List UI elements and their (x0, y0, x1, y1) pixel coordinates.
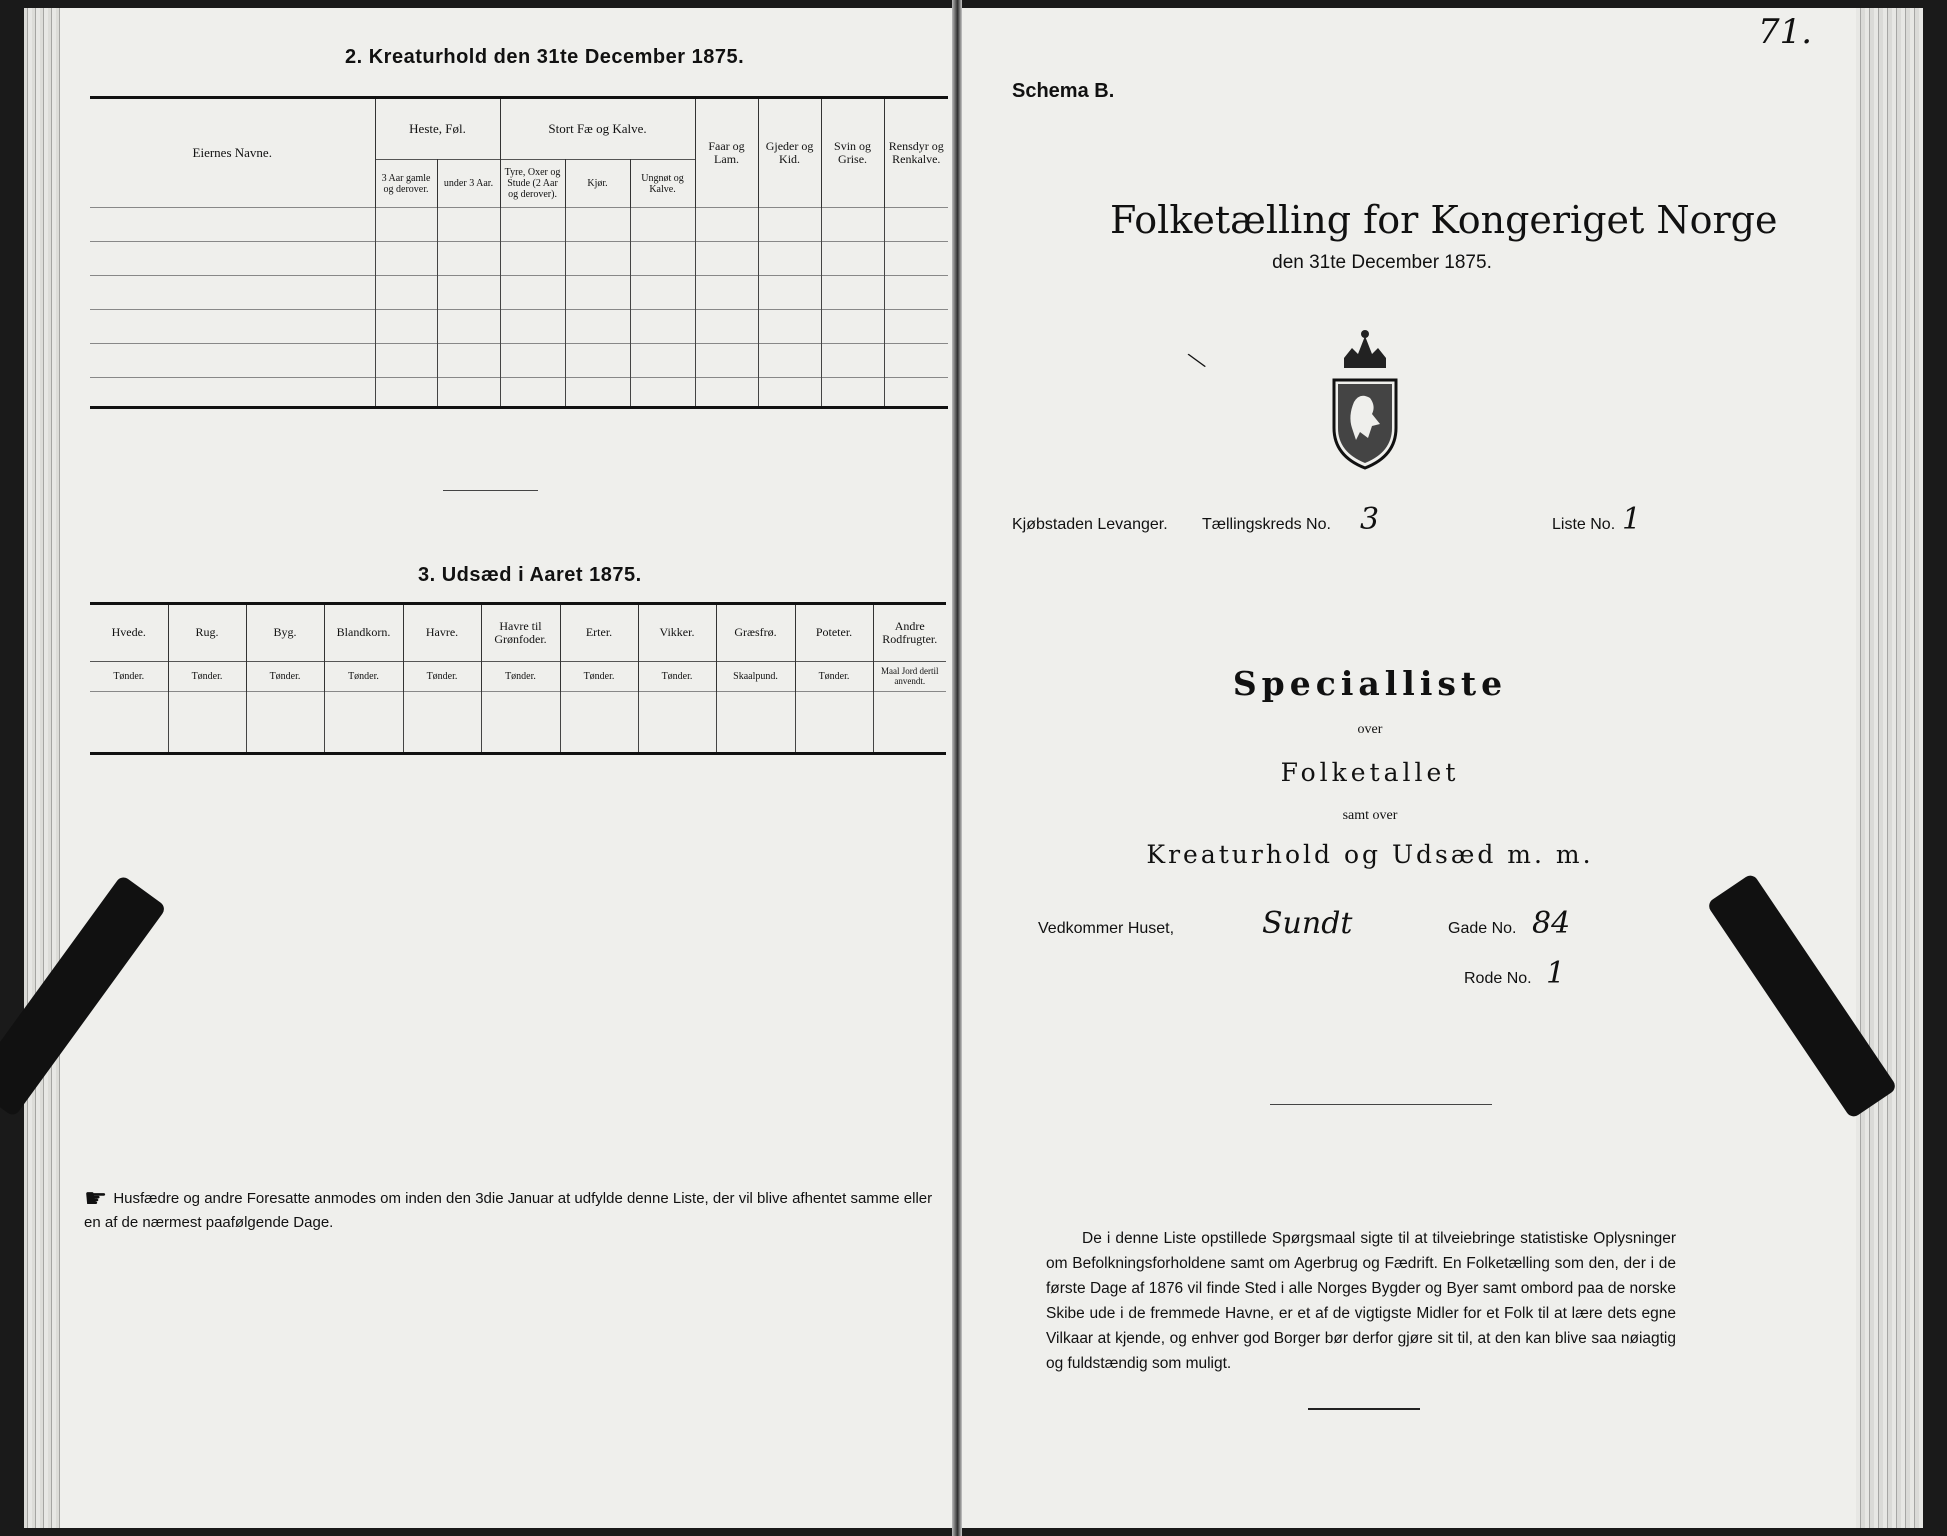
wheat-header: Hvede. (90, 604, 168, 662)
livestock-table (90, 96, 948, 409)
potatoes-unit: Tønder. (795, 662, 873, 692)
right-divider-1 (1270, 1104, 1492, 1105)
peas-unit: Tønder. (560, 662, 638, 692)
mark-slash: \ (1184, 344, 1210, 377)
intro-paragraph: De i denne Liste opstillede Spørgsmaal sigte til at tilveiebringe statistiske Oplysninger om Befolkningsforholdene samt om Agerbrug og Fædrift. En Folketælling som den, der i de første Dage af 1876 vil finde Sted i alle Norges Bygder og Byer samt ombord paa de norske Skibe ude i de fremmede Havne, er et af de vigtigste Midler for et Folk til at lære dets egne Vilkaar at kjende, og enhver god Borger bør derfor gjøre sit til, at den kan blive saa nøiagtig og fuldstændig som muligt. (1046, 1230, 1676, 1372)
street-value: Sundt (1262, 906, 1353, 941)
right-page-edge (1856, 8, 1923, 1528)
peas-header: Erter. (560, 604, 638, 662)
notice-text (84, 1183, 934, 1235)
rye-unit: Tønder. (168, 662, 246, 692)
grass-seed-header: Græsfrø. (716, 604, 795, 662)
book-spine (952, 0, 962, 1536)
horses-under3-header: under 3 Aar. (437, 160, 500, 208)
pigs-header: Svin og Grise. (821, 98, 884, 208)
schema-label: Schema B. (1012, 80, 1115, 102)
vetch-header: Vikker. (638, 604, 716, 662)
mixed-grain-unit: Tønder. (324, 662, 403, 692)
list-value: 1 (1622, 502, 1642, 537)
mixed-grain-header: Blandkorn. (324, 604, 403, 662)
left-page-edge (24, 8, 60, 1528)
kreaturhold-subheading: Kreaturhold og Udsæd m. m. (1146, 840, 1594, 869)
section3-title: 3. Udsæd i Aaret 1875. (418, 564, 642, 586)
reindeer-header: Rensdyr og Renkalve. (884, 98, 948, 208)
horses-header: Heste, Føl. (375, 98, 500, 160)
census-date: den 31te December 1875. (1272, 252, 1492, 273)
right-divider-2 (1308, 1408, 1420, 1410)
section2-title: 2. Kreaturhold den 31te December 1875. (345, 46, 745, 68)
horses-3yr-header: 3 Aar gamle og derover. (375, 160, 437, 208)
grass-seed-unit: Skaalpund. (716, 662, 795, 692)
vetch-unit: Tønder. (638, 662, 716, 692)
bulls-oxen-header: Tyre, Oxer og Stude (2 Aar og derover). (500, 160, 565, 208)
street-number: 84 (1532, 906, 1571, 941)
page-number: 71. (1758, 12, 1813, 52)
young-cattle-header: Ungnøt og Kalve. (630, 160, 695, 208)
main-title: Folketælling for Kongeriget Norge (1110, 198, 1778, 242)
fodder-oats-unit: Tønder. (481, 662, 560, 692)
location-label: Kjøbstaden Levanger. (1012, 516, 1168, 533)
district-label: Tællingskreds No. (1202, 516, 1331, 533)
oats-header: Havre. (403, 604, 481, 662)
sheep-header: Faar og Lam. (695, 98, 758, 208)
root-crops-unit: Maal Jord dertil anvendt. (873, 662, 946, 692)
cows-header: Kjør. (565, 160, 630, 208)
seed-table (90, 602, 946, 755)
wheat-unit: Tønder. (90, 662, 168, 692)
cattle-header: Stort Fæ og Kalve. (500, 98, 695, 160)
pointing-hand-icon: ☛ (84, 1183, 108, 1213)
samt-over-label: samt over (1342, 808, 1398, 823)
goats-header: Gjeder og Kid. (758, 98, 821, 208)
fodder-oats-header: Havre til Grønfoder. (481, 604, 560, 662)
left-divider-1 (443, 490, 538, 491)
rode-label: Rode No. (1464, 970, 1532, 987)
barley-unit: Tønder. (246, 662, 324, 692)
notice-body: Husfædre og andre Foresatte anmodes om inden den 3die Januar at udfylde denne Liste, der vil blive afhentet samme eller en af de nærmest paafølgende Dage. (84, 1190, 933, 1231)
coat-of-arms-icon (1328, 328, 1402, 472)
rode-value: 1 (1546, 956, 1566, 991)
district-value: 3 (1360, 502, 1380, 537)
root-crops-header: Andre Rodfrugter. (873, 604, 946, 662)
list-label: Liste No. (1552, 516, 1616, 533)
specialliste-heading: Specialliste (1232, 664, 1508, 703)
owner-name-header: Eiernes Navne. (90, 98, 375, 208)
over-label-1: over (1357, 722, 1383, 737)
barley-header: Byg. (246, 604, 324, 662)
folketallet-label: Folketallet (1280, 758, 1460, 787)
rye-header: Rug. (168, 604, 246, 662)
street-label: Gade No. (1448, 920, 1517, 937)
house-label: Vedkommer Huset, (1038, 920, 1175, 937)
potatoes-header: Poteter. (795, 604, 873, 662)
oats-unit: Tønder. (403, 662, 481, 692)
